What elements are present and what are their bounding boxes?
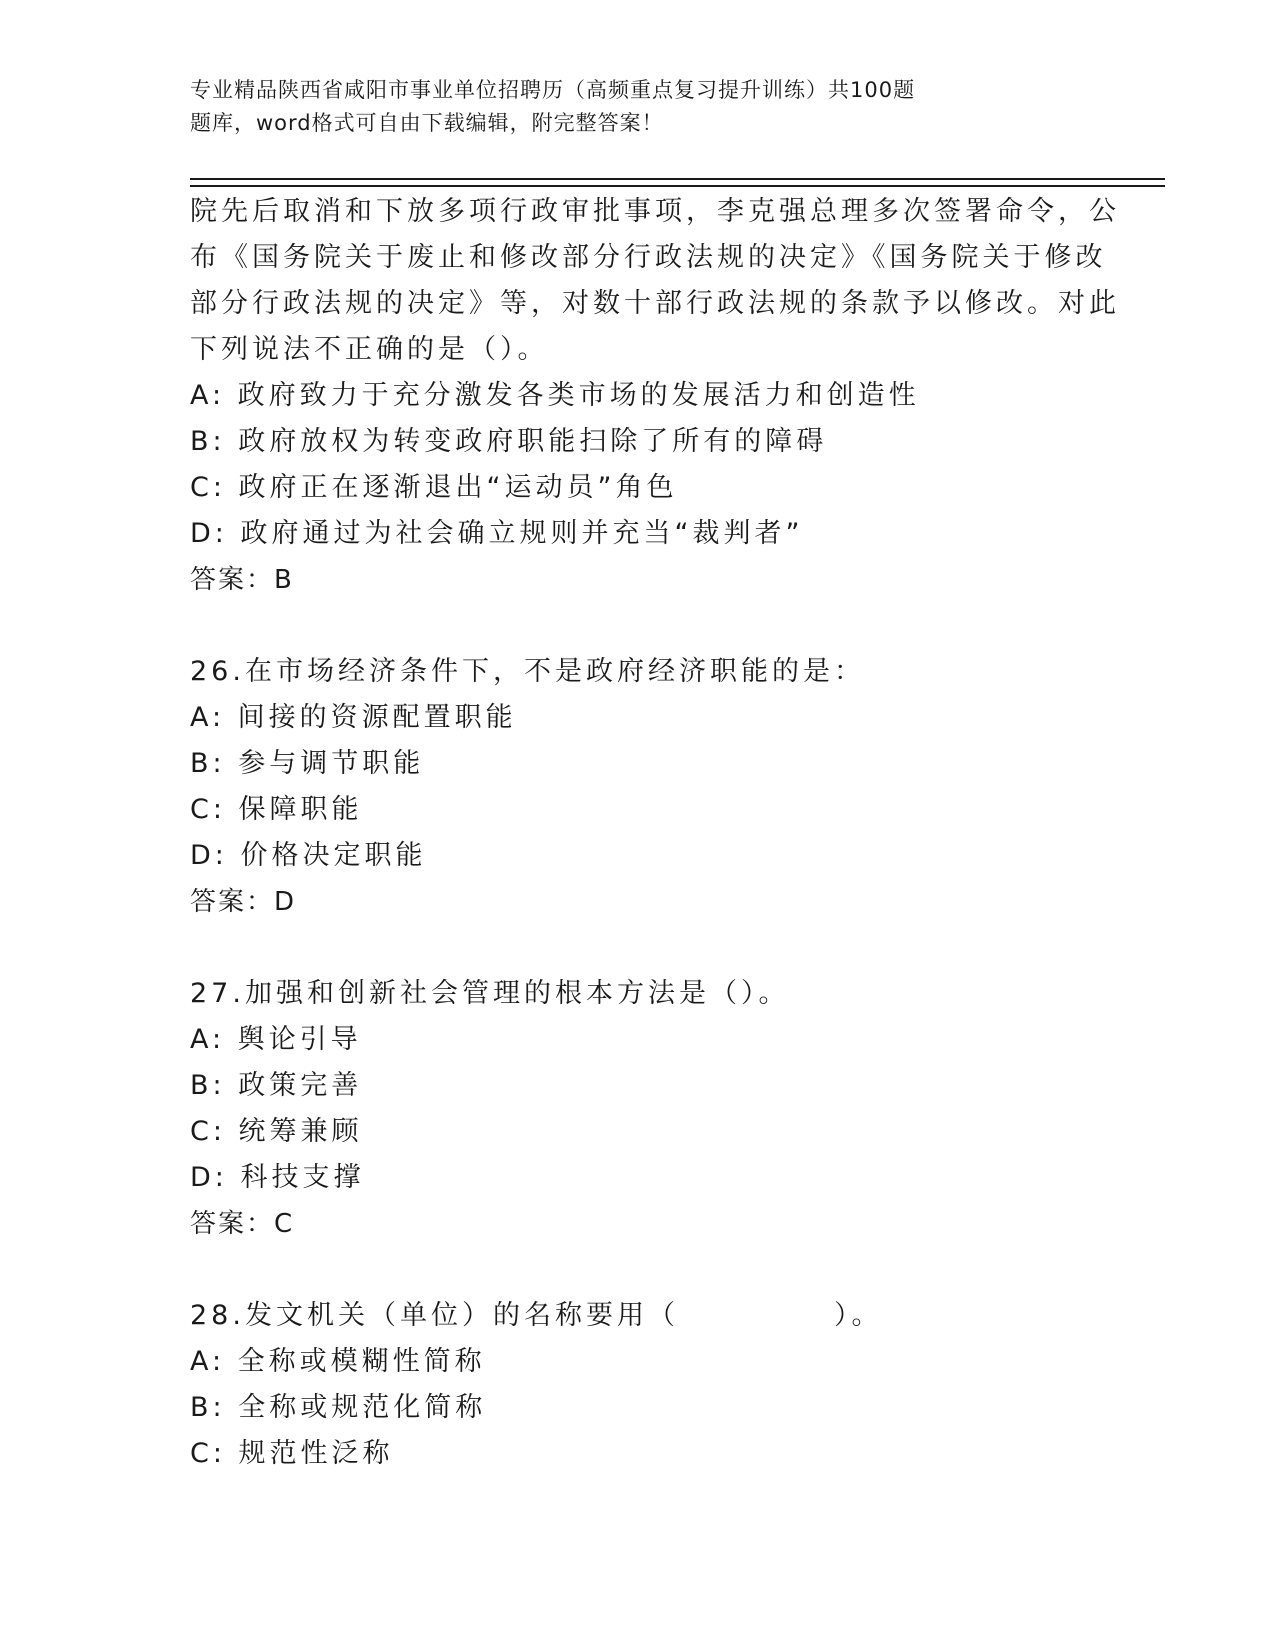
header-divider-bottom (190, 185, 1165, 187)
header-line-1: 专业精品陕西省咸阳市事业单位招聘历（高频重点复习提升训练）共100题 (190, 78, 916, 102)
question-text-line: 院先后取消和下放多项行政审批事项，李克强总理多次签署命令，公 (190, 196, 1120, 227)
option-c: C: 规范性泛称 (190, 1438, 394, 1469)
option-a: A: 舆论引导 (190, 1024, 362, 1055)
option-d: D: 价格决定职能 (190, 840, 427, 871)
option-b: B: 政策完善 (190, 1070, 363, 1101)
question-27 (190, 971, 1090, 1247)
header-divider-top (190, 178, 1165, 180)
question-title: 28.发文机关（单位）的名称要用（ ）。 (190, 1300, 883, 1331)
spacer (190, 603, 1090, 649)
option-a: A: 全称或模糊性简称 (190, 1346, 486, 1377)
option-b: B: 全称或规范化简称 (190, 1392, 487, 1423)
document-header (190, 74, 1020, 140)
question-text-line: 下列说法不正确的是（）。 (190, 334, 549, 365)
option-a: A: 政府致力于充分激发各类市场的发展活力和创造性 (190, 380, 920, 411)
option-a: A: 间接的资源配置职能 (190, 702, 517, 733)
header-line-2: 题库，word格式可自由下载编辑，附完整答案！ (190, 111, 664, 135)
option-b: B: 参与调节职能 (190, 748, 425, 779)
option-d: D: 科技支撑 (190, 1162, 365, 1193)
question-text-line: 部分行政法规的决定》等，对数十部行政法规的条款予以修改。对此 (190, 288, 1120, 319)
question-26 (190, 649, 1090, 925)
question-title: 26.在市场经济条件下，不是政府经济职能的是： (190, 656, 865, 687)
answer-line: 答案：B (190, 565, 294, 595)
question-text-line: 布《国务院关于废止和修改部分行政法规的决定》《国务院关于修改 (190, 242, 1107, 273)
answer-line: 答案：C (190, 1209, 295, 1239)
option-d: D: 政府通过为社会确立规则并充当“裁判者” (190, 518, 804, 549)
option-b: B: 政府放权为转变政府职能扫除了所有的障碍 (190, 426, 828, 457)
document-body (190, 189, 1120, 1477)
question-25-continued (190, 189, 1120, 603)
question-title: 27.加强和创新社会管理的根本方法是（）。 (190, 978, 790, 1009)
question-28 (190, 1293, 1090, 1477)
option-c: C: 统筹兼顾 (190, 1116, 363, 1147)
option-c: C: 政府正在逐渐退出“运动员”角色 (190, 472, 678, 503)
option-c: C: 保障职能 (190, 794, 363, 825)
spacer (190, 925, 1090, 971)
answer-line: 答案：D (190, 887, 297, 917)
spacer (190, 1247, 1090, 1293)
